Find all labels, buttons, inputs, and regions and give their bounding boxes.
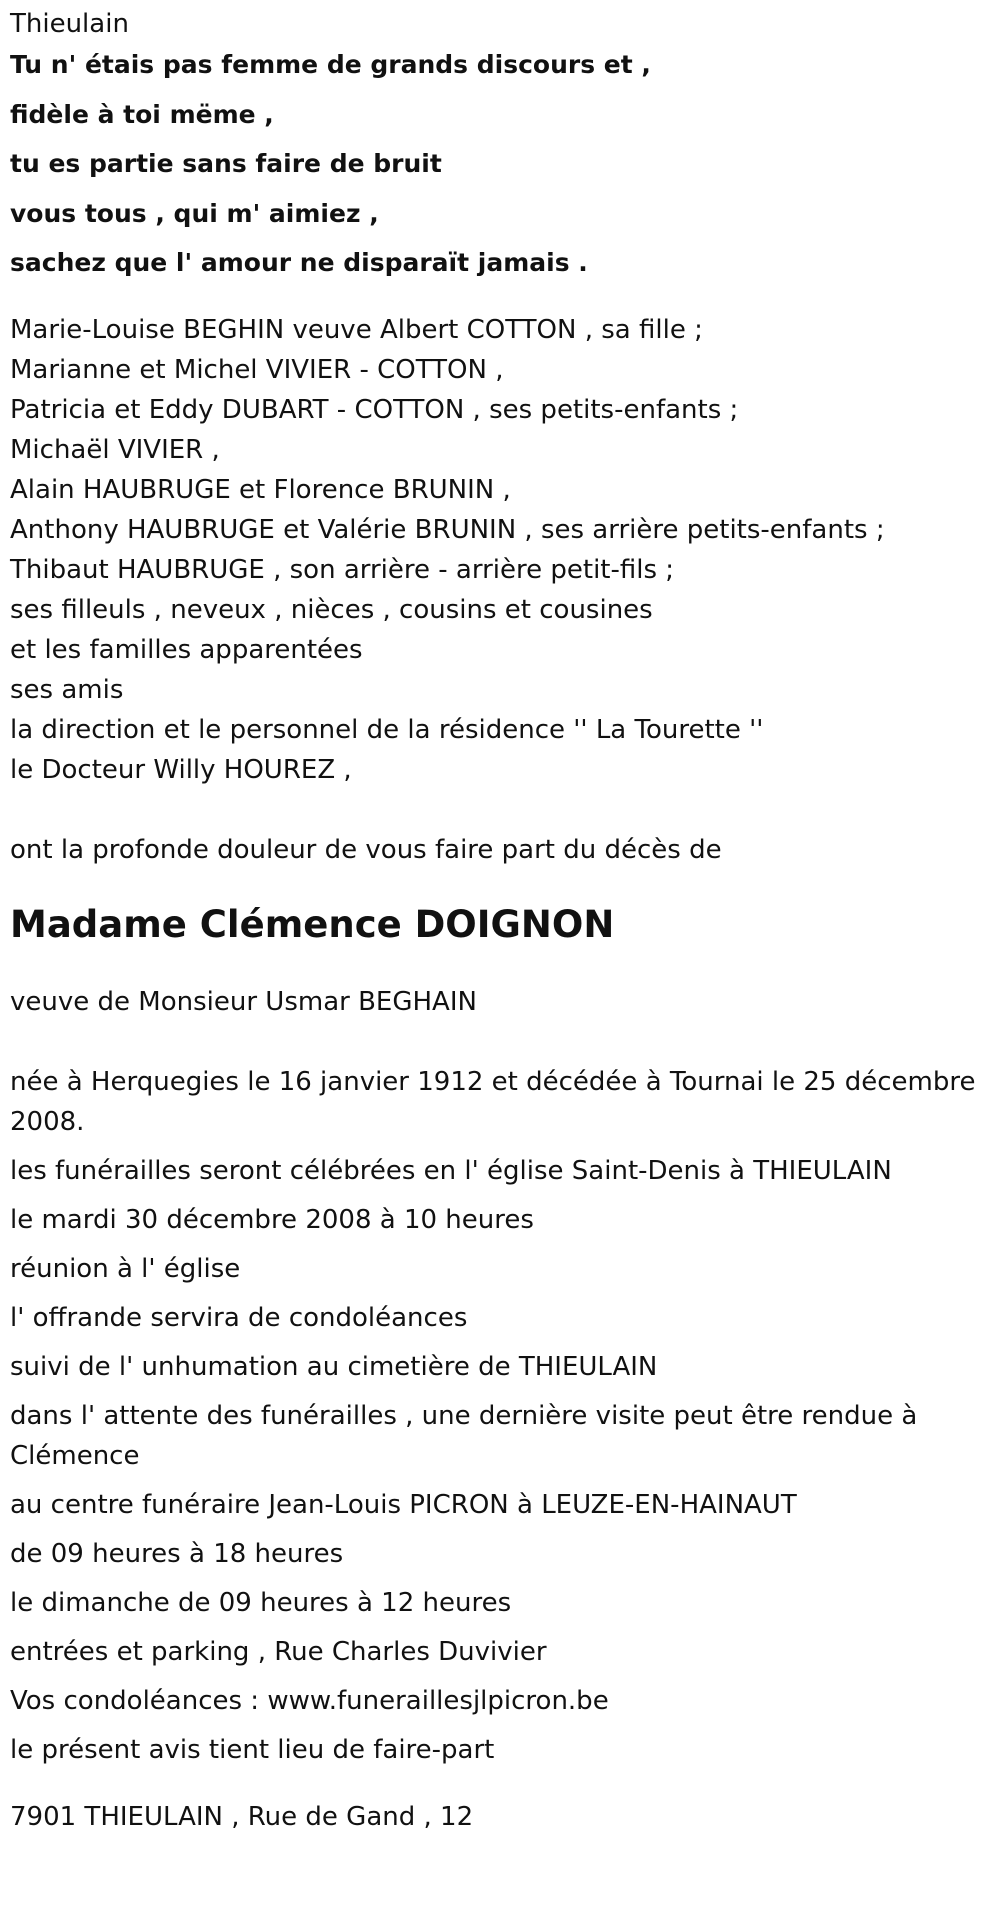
poem-line: tu es partie sans faire de bruit <box>10 149 442 178</box>
family-list <box>10 310 990 790</box>
funeral-details <box>10 1062 990 1770</box>
widow-of: veuve de Monsieur Usmar BEGHAIN <box>10 986 477 1017</box>
family-member: Marianne et Michel VIVIER - COTTON , <box>10 354 504 385</box>
family-member: la direction et le personnel de la résidence '' La Tourette '' <box>10 714 764 745</box>
detail-line: suivi de l' unhumation au cimetière de THIEULAIN <box>10 1351 658 1382</box>
family-member: Thibaut HAUBRUGE , son arrière - arrière petit-fils ; <box>10 554 675 585</box>
poem-line: sachez que l' amour ne disparaït jamais . <box>10 248 588 277</box>
detail-line: le présent avis tient lieu de faire-part <box>10 1734 495 1765</box>
poem-line: Tu n' étais pas femme de grands discours et , <box>10 50 651 79</box>
family-member: Anthony HAUBRUGE et Valérie BRUNIN , ses arrière petits-enfants ; <box>10 514 885 545</box>
obituary-notice <box>0 8 1000 1908</box>
place-header: Thieulain <box>10 9 129 39</box>
family-member: Michaël VIVIER , <box>10 434 220 465</box>
deceased-name: Madame Clémence DOIGNON <box>10 902 615 946</box>
family-member: Marie-Louise BEGHIN veuve Albert COTTON , sa fille ; <box>10 314 703 345</box>
poem-line: fidèle à toi mëme , <box>10 99 274 129</box>
detail-line: au centre funéraire Jean-Louis PICRON à LEUZE-EN-HAINAUT <box>10 1489 797 1520</box>
detail-line: l' offrande servira de condoléances <box>10 1302 468 1333</box>
condolences-line: Vos condoléances : www.funeraillesjlpicron.be <box>10 1685 609 1716</box>
family-member: et les familles apparentées <box>10 634 363 665</box>
address: 7901 THIEULAIN , Rue de Gand , 12 <box>10 1801 474 1832</box>
poem-line: vous tous , qui m' aimiez , <box>10 198 379 228</box>
family-member: Alain HAUBRUGE et Florence BRUNIN , <box>10 474 511 505</box>
family-member: Patricia et Eddy DUBART - COTTON , ses petits-enfants ; <box>10 394 739 425</box>
detail-line: de 09 heures à 18 heures <box>10 1538 344 1569</box>
family-member: le Docteur Willy HOUREZ , <box>10 754 352 785</box>
detail-line: le dimanche de 09 heures à 12 heures <box>10 1587 512 1618</box>
detail-line: réunion à l' église <box>10 1253 241 1284</box>
family-member: ses amis <box>10 674 124 705</box>
poem <box>10 40 990 288</box>
detail-line: entrées et parking , Rue Charles Duvivier <box>10 1636 547 1667</box>
announcement-intro: ont la profonde douleur de vous faire part du décès de <box>10 834 722 865</box>
detail-line: les funérailles seront célébrées en l' église Saint-Denis à THIEULAIN <box>10 1155 892 1186</box>
family-member: ses filleuls , neveux , nièces , cousins et cousines <box>10 594 653 625</box>
detail-line: née à Herquegies le 16 janvier 1912 et décédée à Tournai le 25 décembre 2008. <box>10 1066 976 1137</box>
detail-line: le mardi 30 décembre 2008 à 10 heures <box>10 1204 534 1235</box>
detail-line: dans l' attente des funérailles , une dernière visite peut être rendue à Clémence <box>10 1400 918 1471</box>
